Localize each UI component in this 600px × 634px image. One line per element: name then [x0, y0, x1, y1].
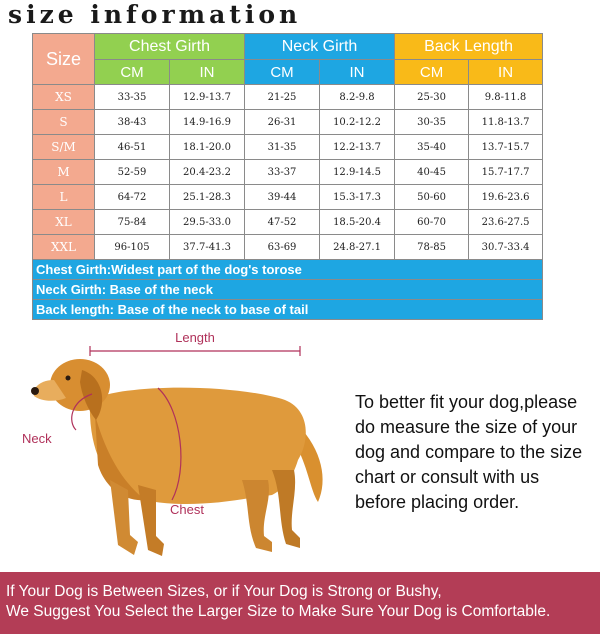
neck-label: Neck — [22, 431, 52, 446]
measurement-cell: 13.7-15.7 — [469, 135, 543, 160]
unit-header: CM — [95, 60, 170, 85]
measurement-cell: 14.9-16.9 — [170, 110, 245, 135]
measurement-cell: 50-60 — [395, 185, 469, 210]
measurement-cell: 30-35 — [395, 110, 469, 135]
measurement-cell: 29.5-33.0 — [170, 210, 245, 235]
measurement-cell: 12.9-13.7 — [170, 85, 245, 110]
table-row — [33, 235, 543, 260]
measurement-cell: 52-59 — [95, 160, 170, 185]
unit-header: IN — [320, 60, 395, 85]
table-row — [33, 135, 543, 160]
size-cell: L — [33, 185, 95, 210]
table-row — [33, 85, 543, 110]
fit-advice-text: To better fit your dog,please do measure the size of your dog and compare to the size chart or consult with us before placing order. — [355, 392, 583, 512]
measurement-cell: 10.2-12.2 — [320, 110, 395, 135]
measurement-cell: 19.6-23.6 — [469, 185, 543, 210]
measurement-cell: 78-85 — [395, 235, 469, 260]
size-chart-table — [32, 33, 543, 320]
dog-measurement-illustration — [10, 330, 340, 575]
unit-header: CM — [395, 60, 469, 85]
measurement-cell: 75-84 — [95, 210, 170, 235]
measurement-cell: 20.4-23.2 — [170, 160, 245, 185]
measurement-cell: 96-105 — [95, 235, 170, 260]
measurement-cell: 33-37 — [245, 160, 320, 185]
measurement-cell: 26-31 — [245, 110, 320, 135]
unit-header: IN — [469, 60, 543, 85]
measurement-cell: 39-44 — [245, 185, 320, 210]
measurement-cell: 33-35 — [95, 85, 170, 110]
table-row — [33, 110, 543, 135]
measurement-cell: 18.5-20.4 — [320, 210, 395, 235]
back-length-note: Back length: Base of the neck to base of tail — [33, 300, 543, 320]
measurement-cell: 60-70 — [395, 210, 469, 235]
neck-girth-note: Neck Girth: Base of the neck — [33, 280, 543, 300]
dog-silhouette — [31, 359, 323, 556]
measurement-cell: 30.7-33.4 — [469, 235, 543, 260]
length-label: Length — [175, 330, 215, 345]
page-title: size information — [8, 0, 302, 29]
size-cell: XXL — [33, 235, 95, 260]
back-length-header: Back Length — [395, 34, 543, 60]
measurement-cell: 12.2-13.7 — [320, 135, 395, 160]
neck-girth-header: Neck Girth — [245, 34, 395, 60]
measurement-cell: 25.1-28.3 — [170, 185, 245, 210]
chest-label: Chest — [170, 502, 204, 517]
banner-line-2: We Suggest You Select the Larger Size to Make Sure Your Dog is Comfortable. — [6, 603, 551, 620]
measurement-cell: 9.8-11.8 — [469, 85, 543, 110]
measurement-cell: 24.8-27.1 — [320, 235, 395, 260]
measurement-cell: 18.1-20.0 — [170, 135, 245, 160]
size-cell: XS — [33, 85, 95, 110]
measurement-cell: 40-45 — [395, 160, 469, 185]
table-row — [33, 210, 543, 235]
banner-line-1: If Your Dog is Between Sizes, or if Your Dog is Strong or Bushy, — [6, 583, 442, 600]
length-measure-line — [90, 346, 300, 356]
chest-girth-note: Chest Girth:Widest part of the dog's torose — [33, 260, 543, 280]
unit-header: IN — [170, 60, 245, 85]
measurement-cell: 31-35 — [245, 135, 320, 160]
size-cell: S/M — [33, 135, 95, 160]
chest-girth-header: Chest Girth — [95, 34, 245, 60]
measurement-cell: 23.6-27.5 — [469, 210, 543, 235]
measurement-cell: 35-40 — [395, 135, 469, 160]
measurement-cell: 38-43 — [95, 110, 170, 135]
measurement-cell: 8.2-9.8 — [320, 85, 395, 110]
measurement-cell: 11.8-13.7 — [469, 110, 543, 135]
measurement-cell: 21-25 — [245, 85, 320, 110]
size-cell: S — [33, 110, 95, 135]
measurement-cell: 15.3-17.3 — [320, 185, 395, 210]
measurement-cell: 15.7-17.7 — [469, 160, 543, 185]
measurement-cell: 37.7-41.3 — [170, 235, 245, 260]
measurement-cell: 64-72 — [95, 185, 170, 210]
measurement-cell: 12.9-14.5 — [320, 160, 395, 185]
measurement-cell: 47-52 — [245, 210, 320, 235]
sizing-banner — [0, 572, 600, 634]
size-cell: XL — [33, 210, 95, 235]
measurement-cell: 25-30 — [395, 85, 469, 110]
size-header: Size — [33, 34, 95, 85]
table-row — [33, 185, 543, 210]
measurement-cell: 63-69 — [245, 235, 320, 260]
size-cell: M — [33, 160, 95, 185]
unit-header: CM — [245, 60, 320, 85]
measurement-cell: 46-51 — [95, 135, 170, 160]
table-row — [33, 160, 543, 185]
